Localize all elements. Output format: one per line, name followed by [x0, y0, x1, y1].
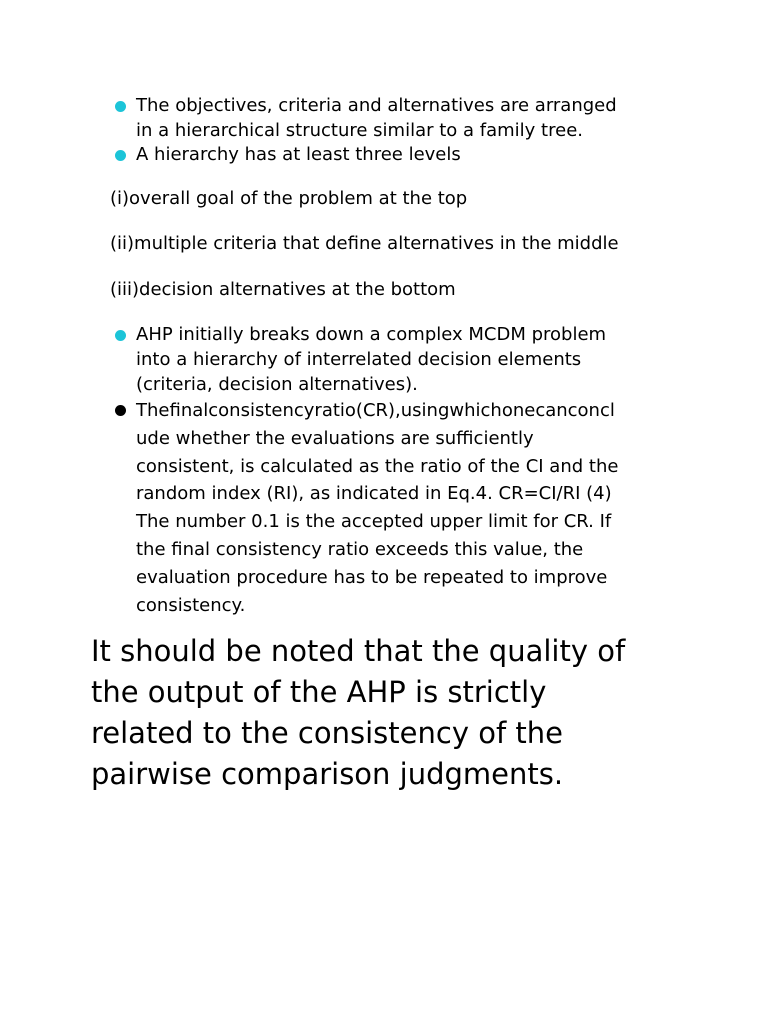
hierarchy-level-3: (iii)decision alternatives at the bottom [110, 279, 456, 300]
hierarchy-level-2: (ii)multiple criteria that define alternatives in the middle [110, 233, 619, 254]
bullet-text: Thefinalconsistencyratio(CR),usingwhichonecanconcl ude whether the evaluations are sufficiently consistent, is calculated as the ratio of the CI and the random index (RI), as indicated in Eq.4. CR=CI/RI (4) The number 0.1 is the accepted upper limit for CR. If the final consistency ratio exceeds this value, the evaluation procedure has to be repeated to improve consistency. [136, 400, 619, 616]
bullet-dot-icon [115, 150, 126, 161]
bullet-text: AHP initially breaks down a complex MCDM problem into a hierarchy of interrelated decision elements (criteria, decision alternatives). [136, 324, 607, 395]
bullet-dot-icon [115, 405, 126, 416]
bullet-item [112, 322, 692, 397]
bullet-text: A hierarchy has at least three levels [136, 144, 461, 165]
bullet-text: The objectives, criteria and alternatives are arranged in a hierarchical structure similar to a family tree. [136, 95, 617, 141]
bullet-dot-icon [115, 330, 126, 341]
closing-note: It should be noted that the quality of the output of the AHP is strictly related to the consistency of the pairwise comparison judgments. [91, 634, 626, 791]
bullet-item [112, 397, 692, 619]
hierarchy-level-1: (i)overall goal of the problem at the top [110, 188, 468, 209]
bullet-item [112, 142, 692, 167]
bullet-item [112, 93, 692, 143]
bullet-dot-icon [115, 101, 126, 112]
